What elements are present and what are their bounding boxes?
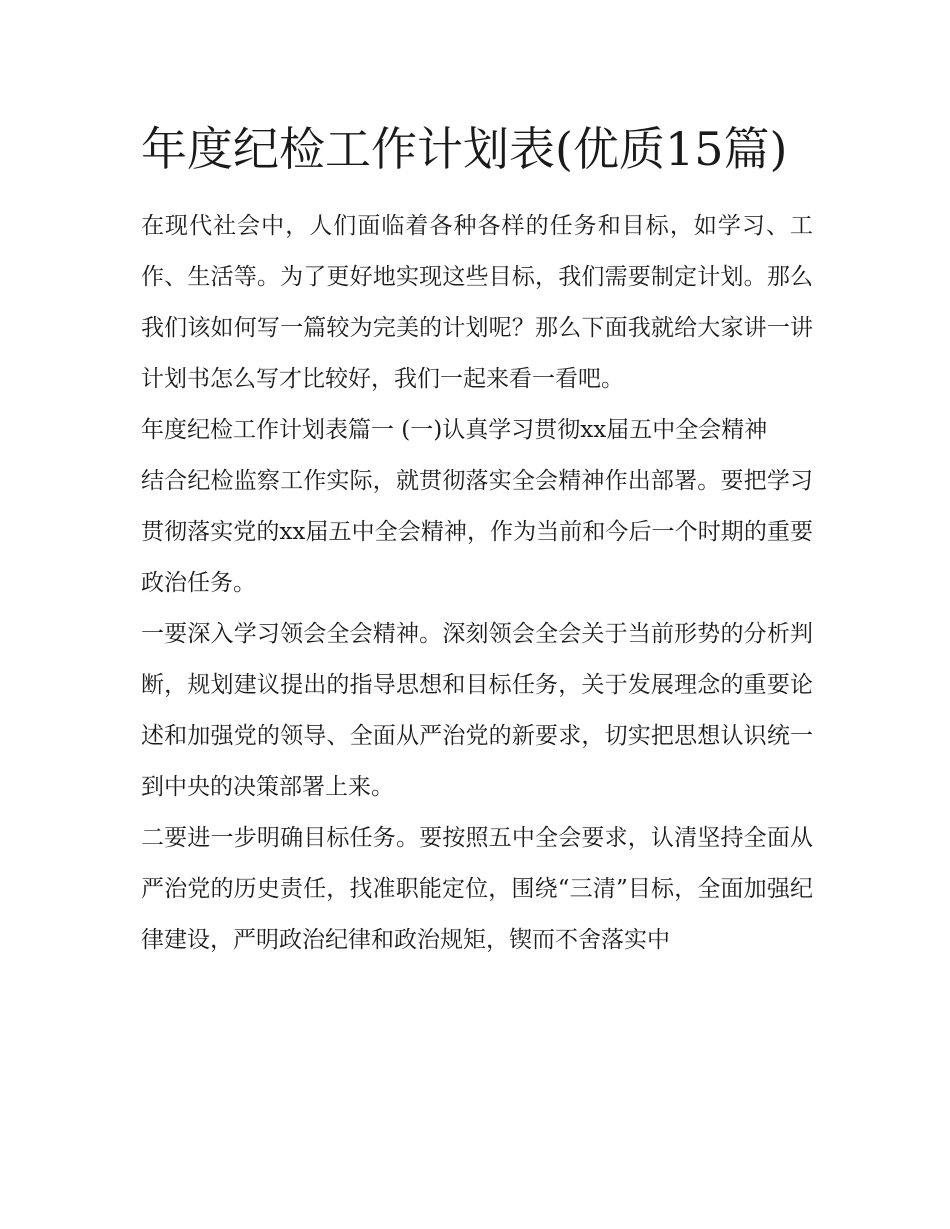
body-paragraph: 结合纪检监察工作实际，就贯彻落实全会精神作出部署。要把学习贯彻落实党的xx届五中全会精神，作为当前和今后一个时期的重要政治任务。 <box>141 468 813 596</box>
body-paragraph: 一要深入学习领会全会精神。深刻领会全会关于当前形势的分析判断，规划建议提出的指导思想和目标任务，关于发展理念的重要论述和加强党的领导、全面从严治党的新要求，切实把思想认识统一到中央的决策部署上来。 <box>141 621 813 800</box>
document-title: 年度纪检工作计划表(优质15篇) <box>141 122 788 176</box>
section-heading-paragraph: 年度纪检工作计划表篇一 (一)认真学习贯彻xx届五中全会精神 <box>141 417 768 443</box>
body-paragraph: 二要进一步明确目标任务。要按照五中全会要求，认清坚持全面从严治党的历史责任，找准职能定位，围绕“三清”目标，全面加强纪律建设，严明政治纪律和政治规矩，锲而不舍落实中 <box>141 825 813 953</box>
document-body <box>141 112 813 966</box>
intro-paragraph: 在现代社会中，人们面临着各种各样的任务和目标，如学习、工作、生活等。为了更好地实现这些目标，我们需要制定计划。那么我们该如何写一篇较为完美的计划呢？那么下面我就给大家讲一讲计划书怎么写才比较好，我们一起来看一看吧。 <box>141 213 813 392</box>
